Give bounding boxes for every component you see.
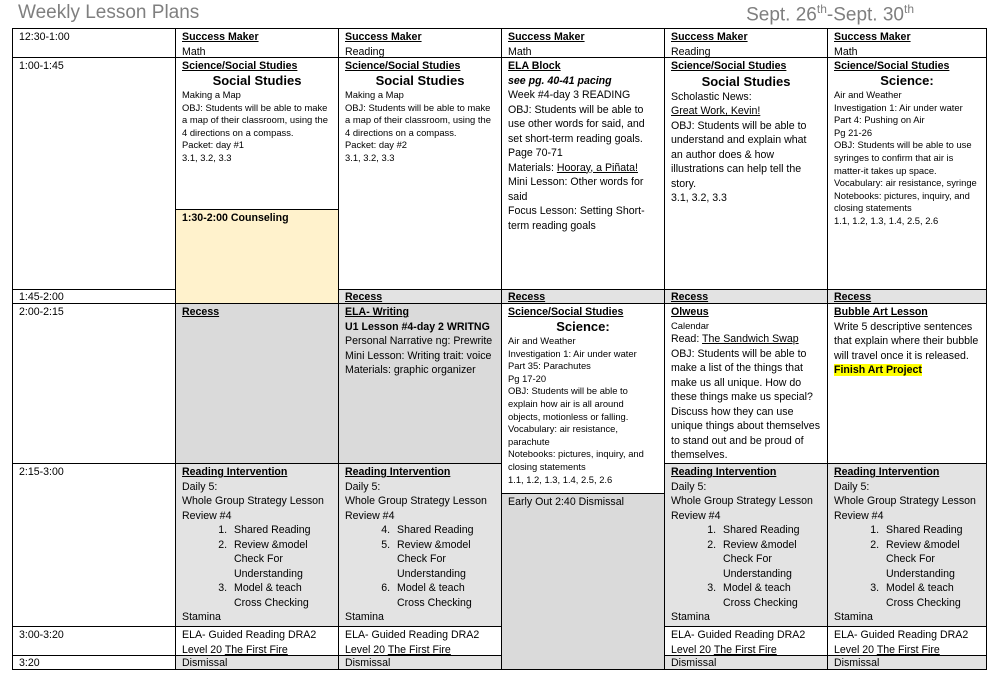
lesson-objective: OBJ: Students will be able to use syringes to confirm that air is matter-it takes up space. (834, 139, 972, 176)
materials (508, 161, 658, 176)
fri-reading-intervention (827, 463, 987, 627)
unit-name: Air and Weather (508, 335, 576, 346)
thu-social-studies (664, 57, 828, 290)
guided-reading-label: ELA- Guided Reading DRA2 (345, 629, 480, 641)
lesson-unit: U1 Lesson #4-day 2 WRITNG (345, 320, 490, 333)
time-cell: 2:15-3:00 (12, 463, 176, 627)
book-title: The Sandwich Swap (702, 333, 799, 346)
lesson-objective: OBJ: Students will be able to make a map of their classroom, using the 4 directions on a compass. (182, 101, 328, 138)
lesson-plan-table (12, 28, 987, 670)
review-number: Review #4 (834, 509, 884, 522)
investigation: Investigation 1: Air under water (508, 347, 637, 359)
time-cell: 3:00-3:20 (12, 626, 176, 656)
success-maker-tue (338, 28, 502, 58)
recess-label: Recess (345, 291, 383, 303)
section-heading: Science/Social Studies (508, 306, 624, 318)
standards: 1.1, 1.2, 1.3, 1.4, 2.5, 2.6 (834, 214, 939, 226)
list-item: 3. Model & teach Cross Checking (230, 581, 332, 610)
list-item: 3. Model & teach Cross Checking (882, 581, 980, 610)
packet-day: Packet: day #1 (182, 139, 245, 151)
stamina: Stamina (345, 611, 384, 623)
strategy-list (671, 523, 821, 610)
book-title: The First Fire (713, 643, 777, 656)
mon-reading-intervention (175, 463, 339, 627)
calendar-label: Calendar (671, 319, 710, 331)
wed-recess (501, 289, 665, 304)
list-item: 1. Shared Reading (719, 523, 821, 538)
standards: 1.1, 1.2, 1.3, 1.4, 2.5, 2.6 (508, 473, 613, 485)
counseling-label: 1:30-2:00 Counseling (182, 212, 289, 224)
list-item: 1. Shared Reading (230, 523, 332, 538)
standards: 3.1, 3.2, 3.3 (182, 151, 232, 163)
list-item: 2. Review &model Check For Understanding (719, 538, 821, 582)
part: Part 35: Parachutes (508, 360, 591, 372)
lesson-objective: OBJ: Students will be able to explain how air is all around objects, motionless or falling. (508, 385, 629, 422)
mini-lesson: Mini Lesson: Writing trait: voice (345, 349, 492, 362)
page-range: Pg 17-20 (508, 372, 547, 384)
book-title: The First Fire (224, 643, 288, 656)
tue-reading-intervention (338, 463, 502, 627)
fri-science (827, 57, 987, 290)
section-heading: Reading Intervention (834, 466, 940, 478)
success-maker-label: Success Maker (508, 31, 585, 43)
packet-day: Packet: day #2 (345, 139, 408, 151)
read-label: Read: (671, 333, 703, 346)
daily-5: Daily 5: (834, 480, 870, 493)
success-maker-wed (501, 28, 665, 58)
review-number: Review #4 (182, 509, 232, 522)
wed-science (501, 303, 665, 494)
review-number: Review #4 (345, 509, 395, 522)
notebooks: Notebooks: pictures, inquiry, and closing statements (508, 448, 644, 472)
whole-group: Whole Group Strategy Lesson (345, 495, 487, 507)
materials: Materials: graphic organizer (345, 364, 476, 376)
thu-reading-intervention (664, 463, 828, 627)
fri-recess (827, 289, 987, 304)
subject-title: Social Studies (701, 73, 791, 89)
lesson-topic: Making a Map (182, 89, 241, 100)
list-item: 4. Shared Reading (393, 523, 495, 538)
lesson-objective: OBJ: Students will be able to understand and explain what an author does & how illustrations can help tell the story. (671, 119, 807, 190)
tue-dismissal: Dismissal (338, 655, 502, 670)
week-day: Week #4-day 3 READING (508, 89, 631, 101)
art-instructions: Write 5 descriptive sentences that explain where their bubble will travel once it is released. (834, 320, 979, 362)
vocabulary: Vocabulary: air resistance, parachute (508, 423, 618, 447)
time-cell: 1:00-1:45 (12, 57, 176, 290)
success-maker-thu (664, 28, 828, 58)
mon-dismissal: Dismissal (175, 655, 339, 670)
section-heading: Science/Social Studies (834, 60, 950, 72)
recess-label: Recess (508, 291, 546, 303)
lesson-topic: Making a Map (345, 89, 404, 100)
list-item: 2. Review &model Check For Understanding (230, 538, 332, 582)
unit-name: Air and Weather (834, 89, 902, 100)
book-title: The First Fire (876, 643, 940, 656)
section-heading: Reading Intervention (345, 466, 451, 478)
lesson-objective: OBJ: Students will be able to use other words for said, and set short-term reading goals. (508, 103, 645, 145)
time-cell: 2:00-2:15 (12, 303, 176, 464)
success-maker-label: Success Maker (671, 31, 748, 43)
page-title: Weekly Lesson Plans (18, 2, 200, 23)
thu-olweus (664, 303, 828, 464)
tue-guided-reading (338, 626, 502, 656)
pacing-note: see pg. 40-41 pacing (508, 74, 612, 87)
fri-guided-reading (827, 626, 987, 656)
part: Part 4: Pushing on Air (834, 114, 925, 126)
tue-recess (338, 289, 502, 304)
success-maker-subject: Reading (671, 45, 711, 58)
level-label: Level 20 (182, 643, 225, 656)
review-number: Review #4 (671, 509, 721, 522)
section-heading: Science/Social Studies (671, 60, 787, 72)
section-heading: ELA- Writing (345, 306, 409, 318)
strategy-list (345, 523, 495, 610)
subject-title: Social Studies (375, 73, 465, 88)
lesson-objective: OBJ: Students will be able to make a list of the things that make us all unique. How do these things make us special? Discuss how they can use unique things about themselves to stand out and be proud of themselves. (671, 347, 821, 462)
materials-label: Materials: (508, 161, 557, 174)
investigation: Investigation 1: Air under water (834, 101, 963, 113)
success-maker-subject: Math (182, 45, 206, 58)
daily-5: Daily 5: (671, 480, 707, 493)
wed-ela-block (501, 57, 665, 290)
recess-label: Recess (182, 306, 220, 318)
recess-label: Recess (834, 291, 872, 303)
success-maker-label: Success Maker (182, 31, 259, 43)
section-heading: Science/Social Studies (345, 60, 461, 72)
strategy-list (834, 523, 980, 610)
page-range: Page 70-71 (508, 147, 563, 159)
success-maker-subject: Math (834, 45, 858, 58)
book-title: The First Fire (387, 643, 451, 656)
tue-ela-writing (338, 303, 502, 464)
date-end-sup: th (903, 2, 914, 16)
level-label: Level 20 (671, 643, 714, 656)
mon-social-studies (175, 57, 339, 210)
section-heading: Olweus (671, 306, 709, 318)
whole-group: Whole Group Strategy Lesson (834, 495, 976, 507)
section-heading: Reading Intervention (671, 466, 777, 478)
date-start-sup: th (816, 2, 827, 16)
whole-group: Whole Group Strategy Lesson (671, 495, 813, 507)
article-title: Great Work, Kevin! (671, 105, 761, 117)
date-sep: -Sept. 30 (826, 4, 904, 26)
daily-5: Daily 5: (182, 480, 218, 493)
success-maker-subject: Reading (345, 45, 385, 58)
level-label: Level 20 (834, 643, 877, 656)
early-out-label: Early Out 2:40 Dismissal (508, 496, 624, 508)
focus-lesson: Focus Lesson: Setting Short-term reading goals (508, 205, 645, 232)
guided-reading-label: ELA- Guided Reading DRA2 (834, 629, 969, 641)
time-cell: 3:20 (12, 655, 176, 670)
mini-lesson: Mini Lesson: Other words for said (508, 176, 644, 203)
strategy-list (182, 523, 332, 610)
wed-early-out (501, 493, 665, 670)
fri-bubble-art (827, 303, 987, 464)
tue-social-studies (338, 57, 502, 290)
standards: 3.1, 3.2, 3.3 (345, 151, 395, 163)
book-title: Hooray, a Piñata! (556, 161, 638, 174)
section-heading: Reading Intervention (182, 466, 288, 478)
success-maker-subject: Math (508, 45, 532, 58)
list-item: 3. Model & teach Cross Checking (719, 581, 821, 610)
daily-5: Daily 5: (345, 480, 381, 493)
thu-recess (664, 289, 828, 304)
date-range (746, 2, 914, 26)
thu-dismissal: Dismissal (664, 655, 828, 670)
subject-title: Science: (556, 319, 610, 334)
vocabulary: Vocabulary: air resistance, syringe (834, 177, 977, 189)
success-maker-label: Success Maker (834, 31, 911, 43)
time-cell: 1:45-2:00 (12, 289, 176, 304)
section-heading: ELA Block (508, 60, 561, 72)
subject-title: Science: (880, 73, 934, 88)
list-item: 1. Shared Reading (882, 523, 980, 538)
recess-label: Recess (671, 291, 709, 303)
section-heading: Bubble Art Lesson (834, 306, 928, 318)
level-label: Level 20 (345, 643, 388, 656)
thu-guided-reading (664, 626, 828, 656)
mon-guided-reading (175, 626, 339, 656)
news-source: Scholastic News: (671, 90, 752, 103)
read-aloud (671, 332, 821, 347)
time-cell: 12:30-1:00 (12, 28, 176, 58)
lesson-topic: Personal Narrative ng: Prewrite (345, 335, 493, 347)
date-start: Sept. 26 (746, 4, 817, 26)
fri-dismissal: Dismissal (827, 655, 987, 670)
whole-group: Whole Group Strategy Lesson (182, 495, 324, 507)
section-heading: Science/Social Studies (182, 60, 298, 72)
list-item: 5. Review &model Check For Understanding (393, 538, 495, 582)
success-maker-mon (175, 28, 339, 58)
page-range: Pg 21-26 (834, 126, 873, 138)
guided-reading-label: ELA- Guided Reading DRA2 (182, 629, 317, 641)
lesson-objective: OBJ: Students will be able to make a map of their classroom, using the 4 directions on a compass. (345, 101, 491, 138)
art-highlight: Finish Art Project (834, 364, 922, 376)
success-maker-label: Success Maker (345, 31, 422, 43)
list-item: 2. Review &model Check For Understanding (882, 538, 980, 582)
stamina: Stamina (182, 611, 221, 623)
notebooks: Notebooks: pictures, inquiry, and closing statements (834, 189, 970, 214)
list-item: 6. Model & teach Cross Checking (393, 581, 495, 610)
success-maker-fri (827, 28, 987, 58)
stamina: Stamina (671, 611, 710, 623)
guided-reading-label: ELA- Guided Reading DRA2 (671, 629, 806, 641)
stamina: Stamina (834, 611, 873, 623)
subject-title: Social Studies (212, 73, 302, 88)
mon-counseling (175, 209, 339, 305)
standards: 3.1, 3.2, 3.3 (671, 192, 727, 204)
